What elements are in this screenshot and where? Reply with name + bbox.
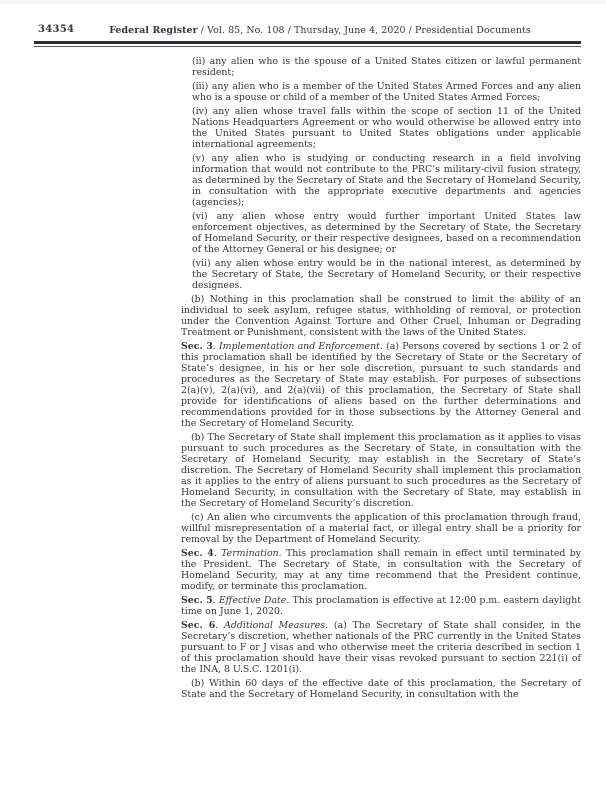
paragraph-romanette bbox=[192, 153, 581, 208]
text-run: . bbox=[212, 341, 219, 352]
text-run: Sec. 6 bbox=[181, 620, 216, 631]
text-run: Implementation and Enforcement bbox=[218, 341, 380, 352]
text-run: Sec. 5 bbox=[181, 595, 213, 606]
paragraph-romanette bbox=[192, 56, 581, 78]
text-run: Termination bbox=[221, 548, 279, 559]
paragraph-section bbox=[181, 620, 581, 675]
running-head bbox=[60, 25, 580, 37]
paragraph-section bbox=[181, 595, 581, 617]
paragraph-romanette bbox=[192, 81, 581, 103]
paragraph-romanette bbox=[192, 258, 581, 291]
running-head-journal: Federal Register bbox=[109, 25, 198, 36]
text-run: (c) An alien who circumvents the application of this proclamation through fraud, willful misrepresentation of a material fact, or illegal entry shall be a priority for removal by the Department of Homeland Security. bbox=[181, 512, 581, 545]
text-run: (b) Nothing in this proclamation shall be construed to limit the ability of an individual to seek asylum, refugee status, withholding of removal, or protection under the Convention Against Torture and Other Cruel, Inhuman or Degrading Treatment or Punishment, consistent with the laws of the United States. bbox=[181, 294, 581, 338]
text-run: . This proclamation is effective at 12:00 p.m. eastern daylight time on June 1, 2020. bbox=[181, 595, 581, 617]
text-run: Sec. 4 bbox=[181, 548, 214, 559]
paragraph-section bbox=[181, 548, 581, 592]
text-run: . This proclamation shall remain in effect until terminated by the President. The Secretary of State, in consultation with the Secretary of Homeland Security, may at any time recommend that the President continue, modify, or terminate this proclamation. bbox=[181, 548, 581, 592]
paragraph-romanette bbox=[192, 106, 581, 150]
paragraph-section bbox=[181, 341, 581, 429]
text-run: (b) Within 60 days of the effective date of this proclamation, the Secretary of State and the Secretary of Homeland Security, in consultation with the bbox=[181, 678, 581, 700]
text-run: (iii) any alien who is a member of the United States Armed Forces and any alien who is a spouse or child of a member of the United States Armed Forces; bbox=[192, 81, 581, 103]
document-body bbox=[181, 56, 581, 700]
text-run: . (a) Persons covered by sections 1 or 2 of this proclamation shall be identified by the Secretary of State or the Secretary of State’s designee, in his or her sole discretion, pursuant to such standards and procedures as the Secretary of State may establish. For purposes of subsections 2(a)(v), 2(a)(vi), and 2(a)(vii) of this proclamation, the Secretary of State shall provide for identifications of aliens based on the further determinations and recommendations provided for in those subsections by the Attorney General and the Secretary of Homeland Security. bbox=[181, 341, 582, 429]
text-run: (v) any alien who is studying or conducting research in a field involving information that would not contribute to the PRC’s military-civil fusion strategy, as determined by the Secretary of State and the Secretary of Homeland Security, in consultation with the appropriate executive departments and agencies (agencies); bbox=[192, 153, 581, 208]
text-run: (b) The Secretary of State shall implement this proclamation as it applies to visas pursuant to such procedures as the Secretary of State, in consultation with the Secretary of Homeland Security, may establish in the Secretary of State’s discretion. The Secretary of Homeland Security shall implement this proclamation as it applies to the entry of aliens pursuant to such procedures as the Secretary of Homeland Security, in consultation with the Secretary of State, may establish in the Secretary of Homeland Security’s discretion. bbox=[181, 432, 581, 509]
page-header bbox=[0, 24, 606, 38]
text-run: . (a) The Secretary of State shall consider, in the Secretary’s discretion, whether nationals of the PRC currently in the United States pursuant to F or J visas and who otherwise meet the criteria described in section 1 of this proclamation should have their visas revoked pursuant to section 221(i) of the INA, 8 U.S.C. 1201(i). bbox=[181, 620, 581, 675]
header-rule bbox=[34, 41, 581, 47]
text-run: . bbox=[213, 548, 222, 559]
scan-edge-strip bbox=[0, 0, 606, 4]
text-run: (vii) any alien whose entry would be in the national interest, as determined by the Secretary of State, the Secretary of Homeland Security, or their respective designees. bbox=[192, 258, 581, 291]
paragraph-romanette bbox=[192, 211, 581, 255]
paragraph-indent bbox=[181, 432, 581, 509]
text-run: Sec. 3 bbox=[181, 341, 213, 352]
paragraph-indent bbox=[181, 512, 581, 545]
page-number: 34354 bbox=[38, 24, 75, 35]
running-head-issue: / Vol. 85, No. 108 / Thursday, June 4, 2020 / Presidential Documents bbox=[200, 25, 531, 36]
text-run: (vi) any alien whose entry would further important United States law enforcement objectives, as determined by the Secretary of State, the Secretary of Homeland Security, or their respective designees, based on a recommendation of the Attorney General or his designee; or bbox=[192, 211, 581, 255]
text-run: . bbox=[212, 595, 219, 606]
text-run: . bbox=[215, 620, 225, 631]
paragraph-indent bbox=[181, 678, 581, 700]
paragraph-indent bbox=[181, 294, 581, 338]
text-run: Effective Date bbox=[218, 595, 287, 606]
text-run: (iv) any alien whose travel falls within the scope of section 11 of the United Nations Headquarters Agreement or who would otherwise be allowed entry into the United States pursuant to United States obligations under applicable international agreements; bbox=[192, 106, 581, 150]
text-run: (ii) any alien who is the spouse of a United States citizen or lawful permanent resident; bbox=[192, 56, 581, 78]
text-run: Additional Measures bbox=[224, 620, 326, 631]
